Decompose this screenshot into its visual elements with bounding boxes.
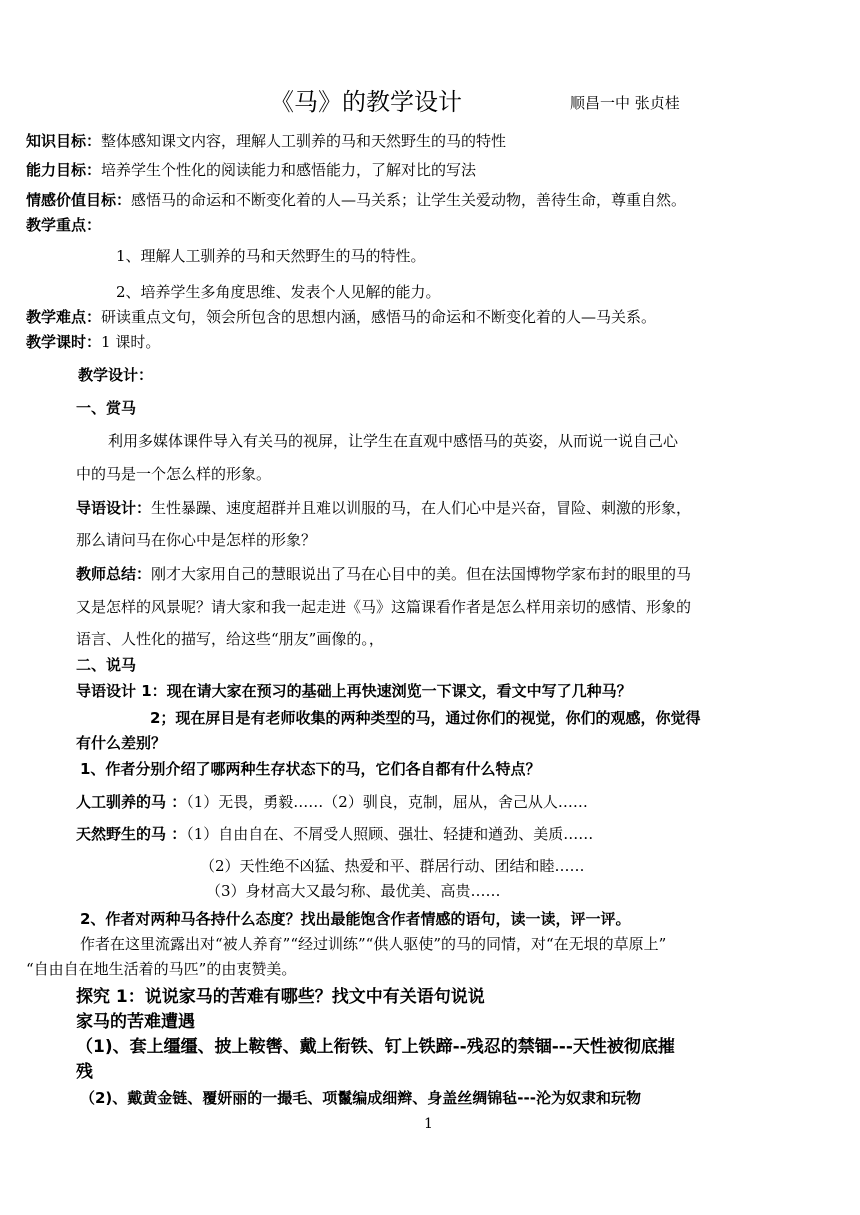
tame-horse-label: 人工驯养的马 ： <box>76 793 187 811</box>
author-line: 顺昌一中 张贞桂 <box>570 94 680 112</box>
section2-heading: 二、说马 <box>76 656 137 674</box>
intro-design <box>76 497 691 519</box>
teacher-summary <box>76 563 691 585</box>
wild-horse-text3: （3）身材高大又最匀称、最优美、高贵…… <box>206 882 501 900</box>
key-point-1: 1、理解人工驯养的马和天然野生的马的特性。 <box>116 247 426 265</box>
class-hours-label: 教学课时： <box>26 333 102 351</box>
section2-intro2-line1: 2；现在屏目是有老师收集的两种类型的马，通过你们的视觉，你们的观感，你觉得 <box>150 709 701 727</box>
section2-intro1: 导语设计 1：现在请大家在预习的基础上再快速浏览一下课文，看文中写了几种马？ <box>76 682 632 700</box>
page-number: 1 <box>424 1116 433 1132</box>
difficulty <box>26 306 656 328</box>
emotion-objective-text: 感悟马的命运和不断变化着的人—马关系；让学生关爱动物，善待生命，尊重自然。 <box>131 191 687 209</box>
teacher-summary-line3: 语言、人性化的描写，给这些“朋友”画像的。， <box>76 630 384 648</box>
knowledge-objective-text: 整体感知课文内容，理解人工驯养的马和天然野生的马的特性 <box>101 132 507 150</box>
question-2-answer-line2: “自由自在地生活着的马匹”的由衷赞美。 <box>26 960 297 978</box>
difficulty-label: 教学难点： <box>26 308 102 326</box>
intro-design-line1: 生性暴躁、速度超群并且难以训服的马，在人们心中是兴奋，冒险、刺激的形象， <box>151 499 692 517</box>
emotion-objective <box>26 189 686 211</box>
ability-objective-text: 培养学生个性化的阅读能力和感悟能力，了解对比的写法 <box>101 161 477 179</box>
question-2: 2、作者对两种马各持什么态度？找出最能饱含作者情感的语句，读一读，评一评。 <box>80 910 631 928</box>
class-hours-text: 1 课时。 <box>101 333 161 351</box>
wild-horse-text1: （1）自由自在、不屑受人照顾、强壮、轻捷和遒劲、美质…… <box>186 825 594 843</box>
question-2-answer-line1: 作者在这里流露出对“被人养育”“经过训练”“供人驱使”的马的同情，对“在无垠的草原上” <box>80 935 667 953</box>
class-hours <box>26 331 160 353</box>
section1-heading: 一、赏马 <box>76 399 137 417</box>
knowledge-objective <box>26 130 506 152</box>
tame-horse-text: （1）无畏，勇毅……（2）驯良，克制，屈从，舍己从人…… <box>186 793 588 811</box>
emotion-objective-label: 情感价值目标： <box>26 191 132 209</box>
wild-horse <box>76 823 593 845</box>
teacher-summary-line1: 刚才大家用自己的慧眼说出了马在心目中的美。但在法国博物学家布封的眼里的马 <box>151 565 692 583</box>
suffering-1-line1: （1)、套上缰缰、披上鞍辔、戴上衔铁、钉上铁蹄--残忍的禁锢---天性被彻底摧 <box>76 1037 675 1057</box>
key-points-label: 教学重点： <box>26 216 102 234</box>
explore-1: 探究 1：说说家马的苦难有哪些？找文中有关语句说说 <box>76 987 485 1007</box>
teacher-summary-line2: 又是怎样的风景呢？请大家和我一起走进《马》这篇课看作者是怎么样用亲切的感情、形象的 <box>76 598 692 616</box>
wild-horse-text2: （2）天性绝不凶猛、热爱和平、群居行动、团结和睦…… <box>200 857 585 875</box>
suffering-heading: 家马的苦难遭遇 <box>76 1012 195 1032</box>
section1-para-line2: 中的马是一个怎么样的形象。 <box>76 465 272 483</box>
section2-intro2-line2: 有什么差别？ <box>76 734 167 752</box>
suffering-1-line2: 残 <box>76 1062 93 1082</box>
tame-horse <box>76 791 588 813</box>
ability-objective-label: 能力目标： <box>26 161 102 179</box>
design-heading: 教学设计： <box>78 366 154 384</box>
ability-objective <box>26 159 476 181</box>
suffering-2: （2)、戴黄金链、覆妍丽的一撮毛、项鬣编成细辫、身盖丝绸锦毡---沦为奴隶和玩物 <box>80 1089 641 1107</box>
teacher-summary-label: 教师总结： <box>76 565 152 583</box>
intro-design-label: 导语设计： <box>76 499 152 517</box>
wild-horse-label: 天然野生的马 ： <box>76 825 187 843</box>
key-point-2: 2、培养学生多角度思维、发表个人见解的能力。 <box>116 283 441 301</box>
difficulty-text: 研读重点文句，领会所包含的思想内涵，感悟马的命运和不断变化着的人—马关系。 <box>101 308 657 326</box>
document-title: 《马》的教学设计 <box>270 88 462 116</box>
intro-design-line2: 那么请问马在你心中是怎样的形象？ <box>76 531 317 549</box>
question-1: 1、作者分别介绍了哪两种生存状态下的马，它们各自都有什么特点？ <box>80 760 541 778</box>
section1-para-line1: 利用多媒体课件导入有关马的视屏，让学生在直观中感悟马的英姿，从而说一说自己心 <box>108 432 679 450</box>
knowledge-objective-label: 知识目标： <box>26 132 102 150</box>
